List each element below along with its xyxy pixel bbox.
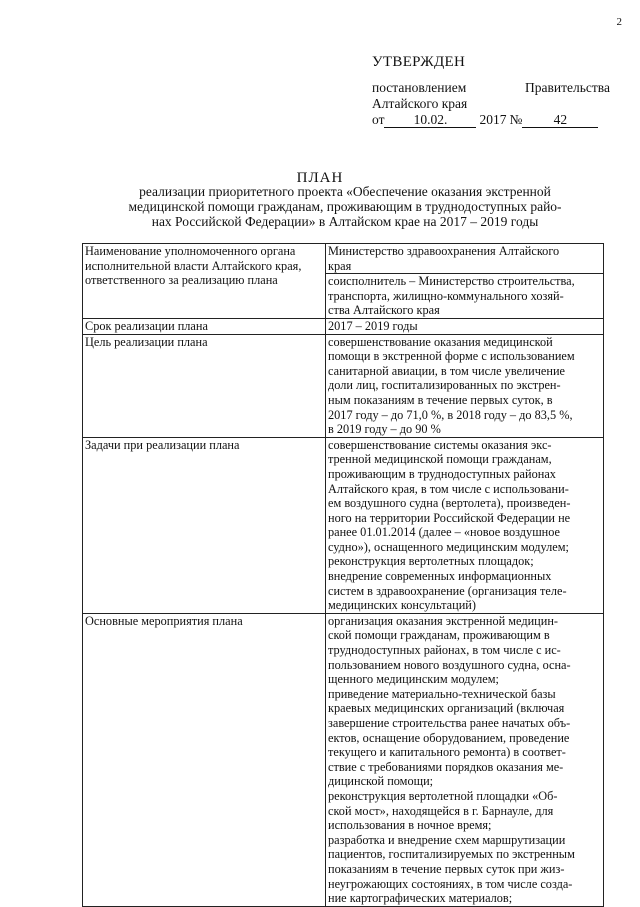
page-number: 2 bbox=[616, 16, 622, 28]
row-value-activities bbox=[326, 613, 604, 906]
number-value: 42 bbox=[522, 113, 598, 128]
row-label-tasks: Задачи при реализации плана bbox=[83, 437, 326, 613]
cell-line: исполнительной власти Алтайского края, bbox=[85, 258, 302, 273]
cell-line: санитарной авиации, в том числе увеличение bbox=[328, 363, 566, 378]
plan-title: ПЛАН bbox=[296, 170, 344, 186]
cell-line: приведение материально-технической базы bbox=[328, 686, 556, 701]
cell-line: неугрожающих состояниях, в том числе созда- bbox=[328, 876, 573, 891]
cell-line: ранее 01.01.2014 (далее – «новое воздушное bbox=[328, 525, 561, 540]
approval-line-1-left: постановлением bbox=[372, 80, 467, 95]
cell-line: ской мост», находящейся в г. Барнауле, для bbox=[328, 803, 554, 818]
cell-line: пациентов, госпитализируемых по экстренным bbox=[328, 847, 575, 862]
cell-line: Министерство здравоохранения Алтайского bbox=[328, 244, 560, 258]
cell-line: ектов, оснащение оборудованием, проведение bbox=[328, 730, 570, 745]
row-label-goal: Цель реализации плана bbox=[83, 334, 326, 437]
row-label-period: Срок реализации плана bbox=[83, 318, 326, 334]
approval-heading: УТВЕРЖДЕН bbox=[372, 54, 466, 70]
plan-subtitle-line: реализации приоритетного проекта «Обеспечение оказания экстренной bbox=[139, 184, 551, 199]
cell-line: Наименование уполномоченного органа bbox=[85, 244, 296, 258]
cell-line: краевых медицинских организаций (включая bbox=[328, 701, 565, 716]
cell-line: пользованием нового воздушного судна, осна- bbox=[328, 657, 571, 672]
cell-line: разработка и внедрение схем маршрутизации bbox=[328, 832, 566, 847]
cell-line: ние картографических материалов; bbox=[328, 891, 513, 906]
cell-line: края bbox=[328, 258, 352, 273]
number-sign: № bbox=[509, 112, 523, 127]
plan-table bbox=[82, 243, 604, 907]
cell-line: реконструкция вертолетной площадки «Об- bbox=[328, 788, 558, 803]
cell-line: реконструкция вертолетных площадок; bbox=[328, 554, 534, 569]
plan-subtitle bbox=[82, 184, 608, 229]
approval-line-2: Алтайского края bbox=[372, 96, 468, 111]
cell-line: показаниям в течение первых суток при жиз- bbox=[328, 861, 565, 876]
approval-line-1-right: Правительства bbox=[525, 80, 610, 95]
cell-line: ным показаниям в течение первых суток, в bbox=[328, 392, 553, 407]
cell-line: проживающим в труднодоступных районах bbox=[328, 466, 556, 481]
cell-line: завершение строительства ранее начатых объ- bbox=[328, 716, 571, 730]
cell-line: 2017 году – до 71,0 %, в 2018 году – до 83,5 %, bbox=[328, 407, 573, 422]
approval-line-1 bbox=[372, 80, 610, 96]
cell-line: совершенствование системы оказания экс- bbox=[328, 437, 552, 452]
table-row bbox=[83, 613, 604, 906]
date-prefix: от bbox=[372, 112, 385, 127]
plan-subtitle-line: медицинской помощи гражданам, проживающим в труднодоступных райо- bbox=[128, 199, 562, 214]
cell-line: использования в ночное время; bbox=[328, 818, 492, 833]
cell-line: систем в здравоохранение (организация теле- bbox=[328, 583, 567, 598]
cell-line: судно»), оснащенного медицинским модулем; bbox=[328, 539, 569, 554]
cell-line: транспорта, жилищно-коммунального хозяй- bbox=[328, 288, 564, 303]
table-row bbox=[83, 244, 604, 319]
cell-line: ства Алтайского края bbox=[328, 303, 440, 318]
plan-subtitle-line: нах Российской Федерации» в Алтайском крае на 2017 – 2019 годы bbox=[151, 214, 539, 229]
cell-line: труднодоступных районах, в том числе с ис- bbox=[328, 643, 561, 658]
date-year: 2017 bbox=[479, 112, 507, 127]
cell-line: дицинской помощи; bbox=[328, 774, 434, 789]
row-label-responsible-body bbox=[83, 244, 326, 319]
row-value-responsible-body bbox=[326, 244, 604, 319]
cell-line: Алтайского края, в том числе с использовани- bbox=[328, 481, 569, 496]
cell-line: тренной медицинской помощи гражданам, bbox=[328, 452, 552, 467]
cell-line: доли лиц, госпитализированных по экстрен- bbox=[328, 378, 561, 393]
cell-line: совершенствование оказания медицинской bbox=[328, 334, 553, 349]
cell-line: ем воздушного судна (вертолета), произведен- bbox=[328, 496, 571, 511]
date-value: 10.02. bbox=[384, 113, 476, 128]
approval-date-line bbox=[372, 112, 610, 128]
cell-line: ного на территории Российской Федерации не bbox=[328, 510, 571, 525]
cell-line: ответственного за реализацию плана bbox=[85, 273, 278, 288]
table-row bbox=[83, 318, 604, 334]
cell-line: помощи в экстренной форме с использованием bbox=[328, 349, 575, 364]
cell-line: щенного медицинским модулем; bbox=[328, 672, 499, 687]
approval-block bbox=[372, 54, 610, 128]
cell-line: ствие с требованиями порядков оказания ме- bbox=[328, 759, 564, 774]
row-label-activities: Основные мероприятия плана bbox=[83, 613, 326, 906]
table-row bbox=[83, 437, 604, 613]
row-value-goal bbox=[326, 334, 604, 437]
cell-line: в 2019 году – до 90 % bbox=[328, 422, 441, 437]
cell-line: медицинских консультаций) bbox=[328, 598, 476, 613]
row-value-tasks bbox=[326, 437, 604, 613]
table-row bbox=[83, 334, 604, 437]
cell-line: организация оказания экстренной медицин- bbox=[328, 613, 559, 628]
co-executor bbox=[326, 273, 603, 318]
cell-line: текущего и капитального ремонта) в соответ- bbox=[328, 745, 566, 760]
cell-line: внедрение современных информационных bbox=[328, 569, 552, 584]
cell-line: ской помощи гражданам, проживающим в bbox=[328, 628, 550, 643]
cell-line: соисполнитель – Министерство строительства, bbox=[328, 274, 575, 289]
row-value-period: 2017 – 2019 годы bbox=[326, 318, 604, 334]
ministry-of-health bbox=[328, 244, 601, 273]
